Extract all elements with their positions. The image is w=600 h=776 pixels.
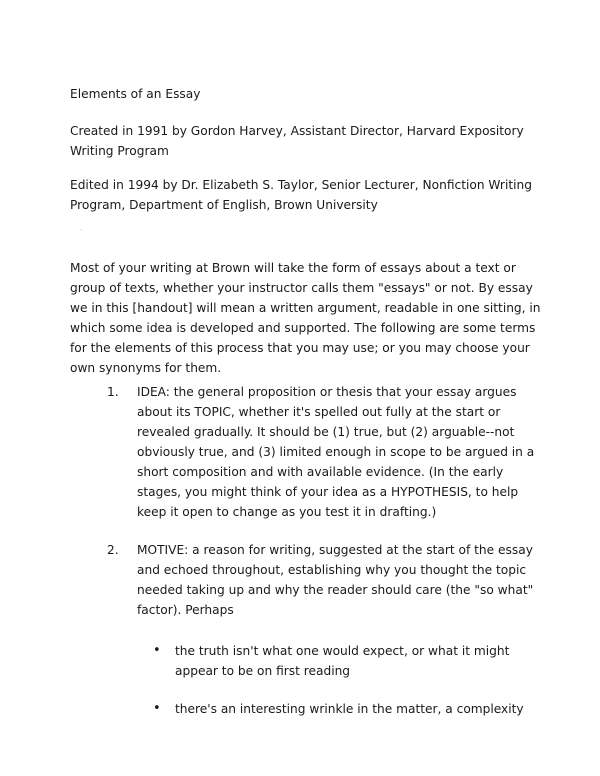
term-number: 1. bbox=[107, 385, 119, 399]
term-item-motive bbox=[107, 540, 537, 719]
term-number: 2. bbox=[107, 543, 119, 557]
term-text: IDEA: the general proposition or thesis that your essay argues about its TOPIC, whether it's spelled out fully at the start or revealed gradually. It should be (1) true, but (2) arguable--not obviously true, and (3) limited enough in scope to be argued in a short composition and with available evidence. (In the early stages, you might think of your idea as a HYPOTHESIS, to help keep it open to change as you test it in drafting.) bbox=[137, 385, 535, 519]
scan-speck bbox=[80, 229, 82, 230]
bullet-text: there's an interesting wrinkle in the matter, a complexity bbox=[175, 702, 524, 716]
document-header bbox=[70, 84, 540, 215]
credit-created: Created in 1991 by Gordon Harvey, Assistant Director, Harvard Expository Writing Program bbox=[70, 124, 524, 158]
terms-list bbox=[107, 382, 537, 719]
document-title: Elements of an Essay bbox=[70, 87, 201, 101]
bullet-dot-icon: • bbox=[153, 701, 161, 716]
term-item-idea bbox=[107, 382, 537, 522]
bullet-dot-icon: • bbox=[153, 643, 161, 658]
bullet-item bbox=[137, 641, 537, 681]
bullet-text: the truth isn't what one would expect, or what it might appear to be on first reading bbox=[175, 644, 510, 678]
intro-paragraph: Most of your writing at Brown will take the form of essays about a text or group of texts, whether your instructor calls them "essays" or not. By essay we in this [handout] will mean a written argument, readable in one sitting, in which some idea is developed and supported. The following are some terms for the elements of this process that you may use; or you may choose your own synonyms for them. bbox=[70, 261, 541, 375]
bullet-item bbox=[137, 699, 537, 719]
term-text: MOTIVE: a reason for writing, suggested at the start of the essay and echoed throughout, establishing why you thought the topic needed taking up and why the reader should care (the "so what" factor). Perhaps bbox=[137, 543, 534, 617]
credit-edited: Edited in 1994 by Dr. Elizabeth S. Taylor, Senior Lecturer, Nonfiction Writing Program, Department of English, Brown University bbox=[70, 178, 532, 212]
motive-bullets bbox=[137, 641, 537, 719]
